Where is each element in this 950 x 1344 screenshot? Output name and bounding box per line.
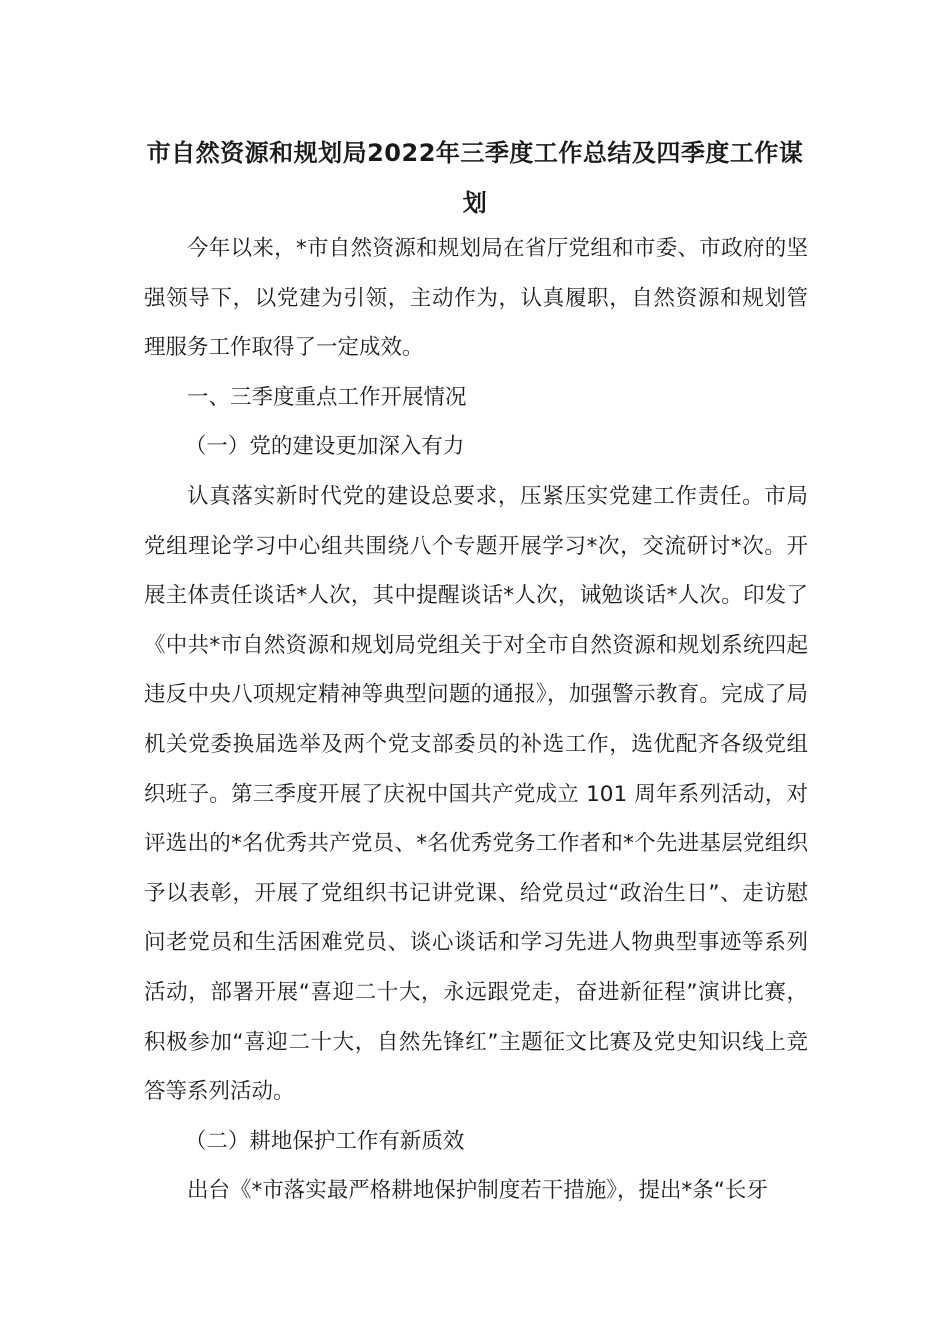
document-title: 市自然资源和规划局2022年三季度工作总结及四季度工作谋划 bbox=[146, 139, 804, 217]
farmland-protection-paragraph: 出台《*市落实最严格耕地保护制度若干措施》，提出*条“长牙 bbox=[187, 1178, 768, 1204]
section-heading-1: 一、三季度重点工作开展情况 bbox=[187, 384, 467, 410]
intro-paragraph: 今年以来，*市自然资源和规划局在省厅党组和市委、市政府的坚强领导下，以党建为引领，主动作为，认真履职，自然资源和规划管理服务工作取得了一定成效。 bbox=[144, 236, 808, 361]
subsection-heading-1: （一）党的建设更加深入有力 bbox=[184, 434, 465, 460]
document-body bbox=[144, 224, 808, 1216]
party-building-paragraph: 认真落实新时代党的建设总要求，压紧压实党建工作责任。市局党组理论学习中心组共围绕八个专题开展学习*次，交流研讨*次。开展主体责任谈话*人次，其中提醒谈话*人次，诫勉谈话*人次。印发了《中共*市自然资源和规划局党组关于对全市自然资源和规划系统四起违反中央八项规定精神等典型问题的通报》，加强警示教育。完成了局机关党委换届选举及两个党支部委员的补选工作，选优配齐各级党组织班子。第三季度开展了庆祝中国共产党成立 101 周年系列活动，对评选出的*名优秀共产党员、*名优秀党务工作者和*个先进基层党组织予以表彰，开展了党组织书记讲党课、给党员过“政治生日”、走访慰问老党员和生活困难党员、谈心谈话和学习先进人物典型事迹等系列活动，部署开展“喜迎二十大，永远跟党走，奋进新征程”演讲比赛，积极参加“喜迎二十大，自然先锋红”主题征文比赛及党史知识线上竞答等系列活动。 bbox=[144, 483, 808, 1105]
subsection-heading-2: （二）耕地保护工作有新质效 bbox=[184, 1128, 465, 1154]
